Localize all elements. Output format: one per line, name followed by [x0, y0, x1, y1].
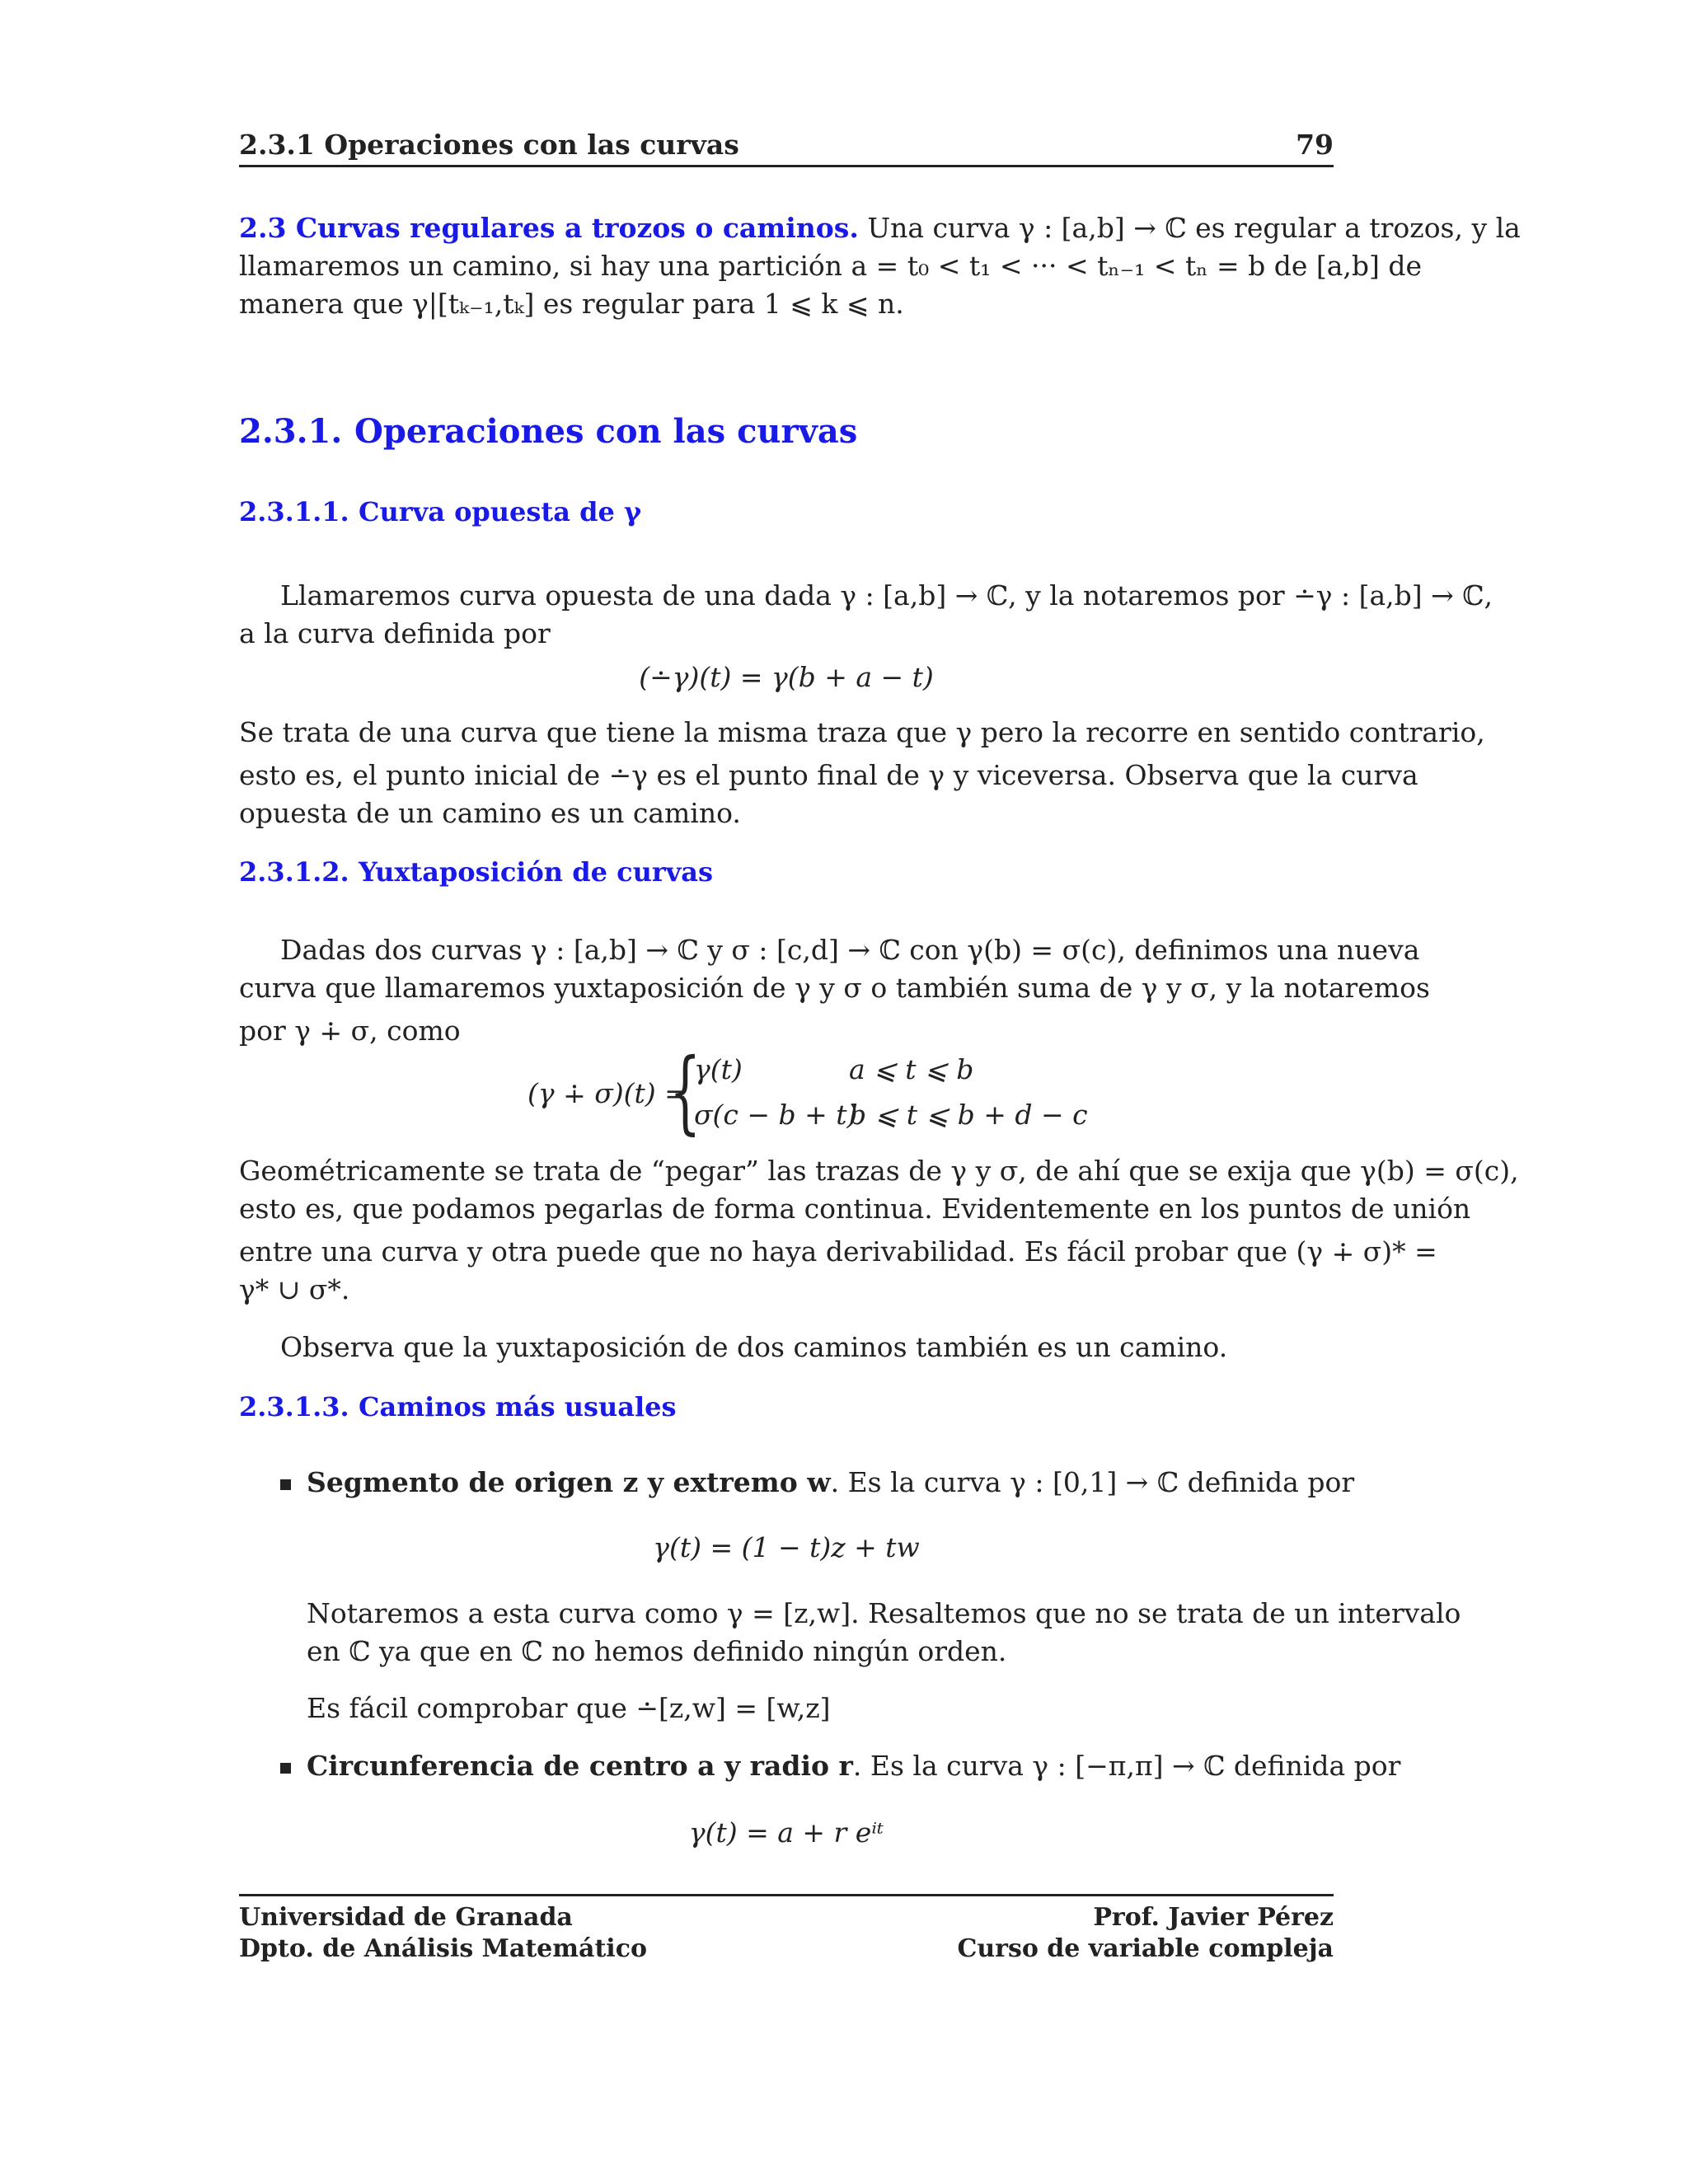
case-1-condition: a ⩽ t ⩽ b [849, 1053, 974, 1085]
text-line: Dadas dos curvas γ : [a,b] → ℂ y σ : [c,d] → ℂ con γ(b) = σ(c), definimos una nueva [280, 934, 1420, 966]
subsection-heading-2 [239, 856, 713, 888]
list-item-segment [307, 1464, 1355, 1502]
text-line: Se trata de una curva que tiene la misma traza que γ pero la recorre en sentido contrario, [239, 716, 1485, 748]
text-line: Llamaremos curva opuesta de una dada γ : [a,b] → ℂ, y la notaremos por ∸γ : [a,b] → ℂ, [280, 579, 1493, 612]
text-line: opuesta de un camino es un camino. [239, 797, 741, 829]
bullet-icon [280, 1479, 291, 1490]
list-item-circle [307, 1747, 1401, 1785]
segment-definition: . Es la curva γ : [0,1] → ℂ definida por [830, 1466, 1355, 1498]
circle-definition: . Es la curva γ : [−π,π] → ℂ definida por [852, 1750, 1401, 1782]
opposite-curve-paragraph [239, 577, 1493, 653]
text-line: a la curva definida por [239, 617, 551, 649]
subsection-title-2: Yuxtaposición de curvas [359, 856, 714, 888]
juxtaposition-note: Observa que la yuxtaposición de dos caminos también es un camino. [280, 1331, 1228, 1363]
equation-circle: γ(t) = a + r eⁱᵗ [688, 1816, 884, 1849]
footer-left [239, 1902, 647, 1965]
cases-brace: { [669, 1038, 701, 1144]
opposite-curve-remark [239, 714, 1485, 832]
circle-term: Circunferencia de centro a y radio r [307, 1750, 853, 1782]
segment-term: Segmento de origen z y extremo w [307, 1466, 831, 1498]
subsection-title-1: Curva opuesta de γ [359, 496, 642, 527]
equation-opposite-curve: (∸γ)(t) = γ(b + a − t) [639, 661, 934, 693]
footer-author: Prof. Javier Pérez [1093, 1903, 1334, 1932]
text-line: por γ ∔ σ, como [239, 1015, 461, 1047]
section-number: 2.3.1. [239, 412, 343, 451]
footer-university: Universidad de Granada [239, 1903, 573, 1932]
subsection-title-3: Caminos más usuales [359, 1391, 677, 1422]
running-header [239, 124, 1334, 167]
case-2-expression: σ(c − b + t) [694, 1099, 858, 1131]
text-line: Geométricamente se trata de “pegar” las trazas de γ y σ, de ahí que se exija que γ(b) = σ(c), [239, 1155, 1519, 1187]
section-heading [239, 412, 857, 451]
text-line: esto es, el punto inicial de ∸γ es el punto final de γ y viceversa. Observa que la curva [239, 759, 1418, 791]
text-line: esto es, que podamos pegarlas de forma continua. Evidentemente en los puntos de unión [239, 1193, 1471, 1225]
subsection-number-3: 2.3.1.3. [239, 1391, 349, 1422]
header-section-title: 2.3.1 Operaciones con las curvas [239, 129, 739, 161]
equation-lhs: (γ ∔ σ)(t) = [528, 1077, 687, 1109]
intro-paragraph [239, 209, 1521, 323]
footer-right [957, 1902, 1334, 1965]
text-line: curva que llamaremos yuxtaposición de γ y σ o también suma de γ y σ, y la notaremos [239, 972, 1430, 1004]
footer-course: Curso de variable compleja [957, 1934, 1334, 1963]
subsection-number-1: 2.3.1.1. [239, 496, 349, 527]
section-title: Operaciones con las curvas [354, 412, 858, 451]
bullet-icon [280, 1763, 291, 1774]
footer-rule [239, 1894, 1334, 1896]
intro-line-3: manera que γ|[tₖ₋₁,tₖ] es regular para 1 ⩽ k ⩽ n. [239, 288, 904, 320]
segment-remark [307, 1595, 1461, 1671]
text-line: Notaremos a esta curva como γ = [z,w]. Resaltemos que no se trata de un intervalo [307, 1597, 1461, 1629]
text-line: en ℂ ya que en ℂ no hemos definido ningún orden. [307, 1635, 1007, 1667]
segment-note: Es fácil comprobar que ∸[z,w] = [w,z] [307, 1692, 831, 1724]
subsection-heading-3 [239, 1391, 677, 1422]
text-line: entre una curva y otra puede que no haya derivabilidad. Es fácil probar que (γ ∔ σ)* = [239, 1235, 1437, 1268]
footer-department: Dpto. de Análisis Matemático [239, 1934, 647, 1963]
page-number: 79 [1296, 129, 1334, 161]
subsection-heading-1 [239, 496, 641, 527]
intro-line-2: llamaremos un camino, si hay una partición a = t₀ < t₁ < ··· < tₙ₋₁ < tₙ = b de [a,b] de [239, 250, 1423, 282]
intro-line-1: Una curva γ : [a,b] → ℂ es regular a trozos, y la [858, 212, 1521, 244]
definition-label: 2.3 Curvas regulares a trozos o caminos. [239, 212, 859, 244]
text-line: γ* ∪ σ*. [239, 1273, 350, 1305]
juxtaposition-remark [239, 1152, 1519, 1309]
subsection-number-2: 2.3.1.2. [239, 856, 349, 888]
case-1-expression: γ(t) [694, 1053, 743, 1085]
case-2-condition: b ⩽ t ⩽ b + d − c [849, 1099, 1088, 1131]
juxtaposition-paragraph [239, 931, 1430, 1050]
equation-segment: γ(t) = (1 − t)z + tw [653, 1531, 920, 1563]
